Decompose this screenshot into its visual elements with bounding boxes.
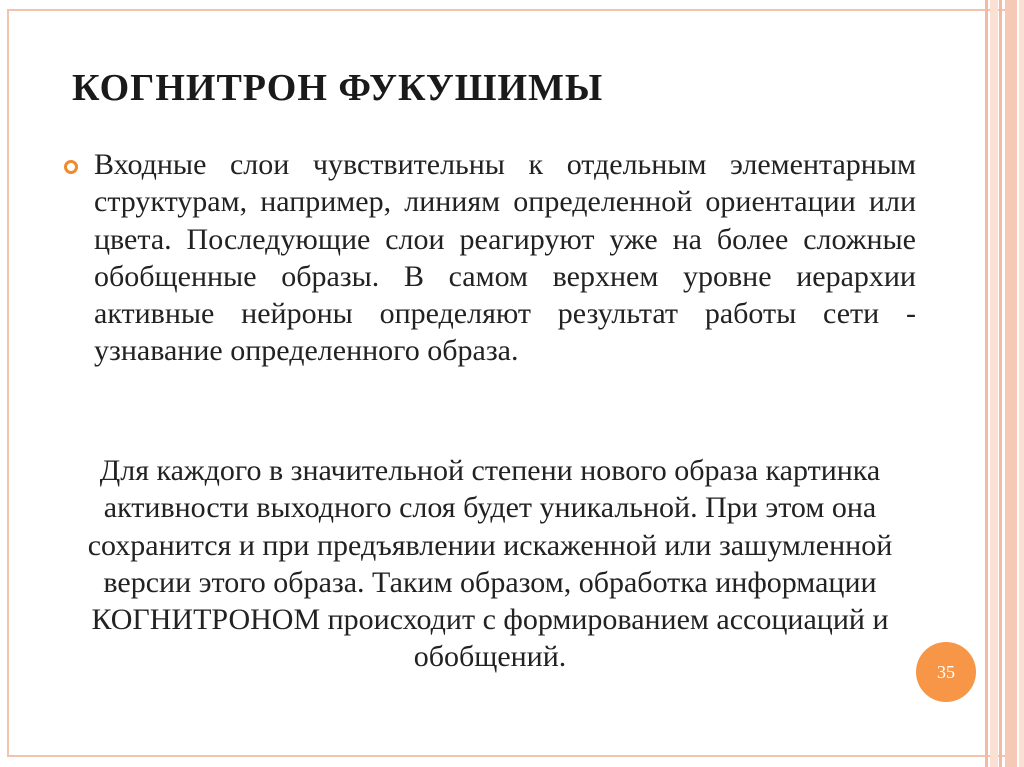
page-number-badge: 35 (916, 642, 976, 702)
centered-paragraph: Для каждого в значительной степени нового образа картинка активности выходного слоя будет уникальной. При этом она сохранится и при предъявлении искаженной или зашумленной версии этого образа. Таким образом, обработка информации КОГНИТРОНОМ происходит с формированием ассоциаций и обобщений. (87, 454, 893, 674)
decorative-stripe (1005, 0, 1017, 767)
decorative-stripe (999, 0, 1002, 767)
decorative-stripe (990, 0, 998, 767)
decorative-stripe (1019, 0, 1024, 767)
bullet-icon (64, 160, 78, 174)
slide-title: КОГНИТРОН ФУКУШИМЫ (72, 67, 604, 109)
bullet-item (64, 146, 916, 370)
decorative-stripe (985, 0, 988, 767)
bullet-text: Входные слои чувствительны к отдельным элементарным структурам, например, линиям определенной ориентации или цвета. Последующие слои реагируют уже на более сложные обобщенные образы. В самом верхнем уровне иерархии активные нейроны определяют результат работы сети - узнавание определенного образа. (94, 148, 916, 368)
